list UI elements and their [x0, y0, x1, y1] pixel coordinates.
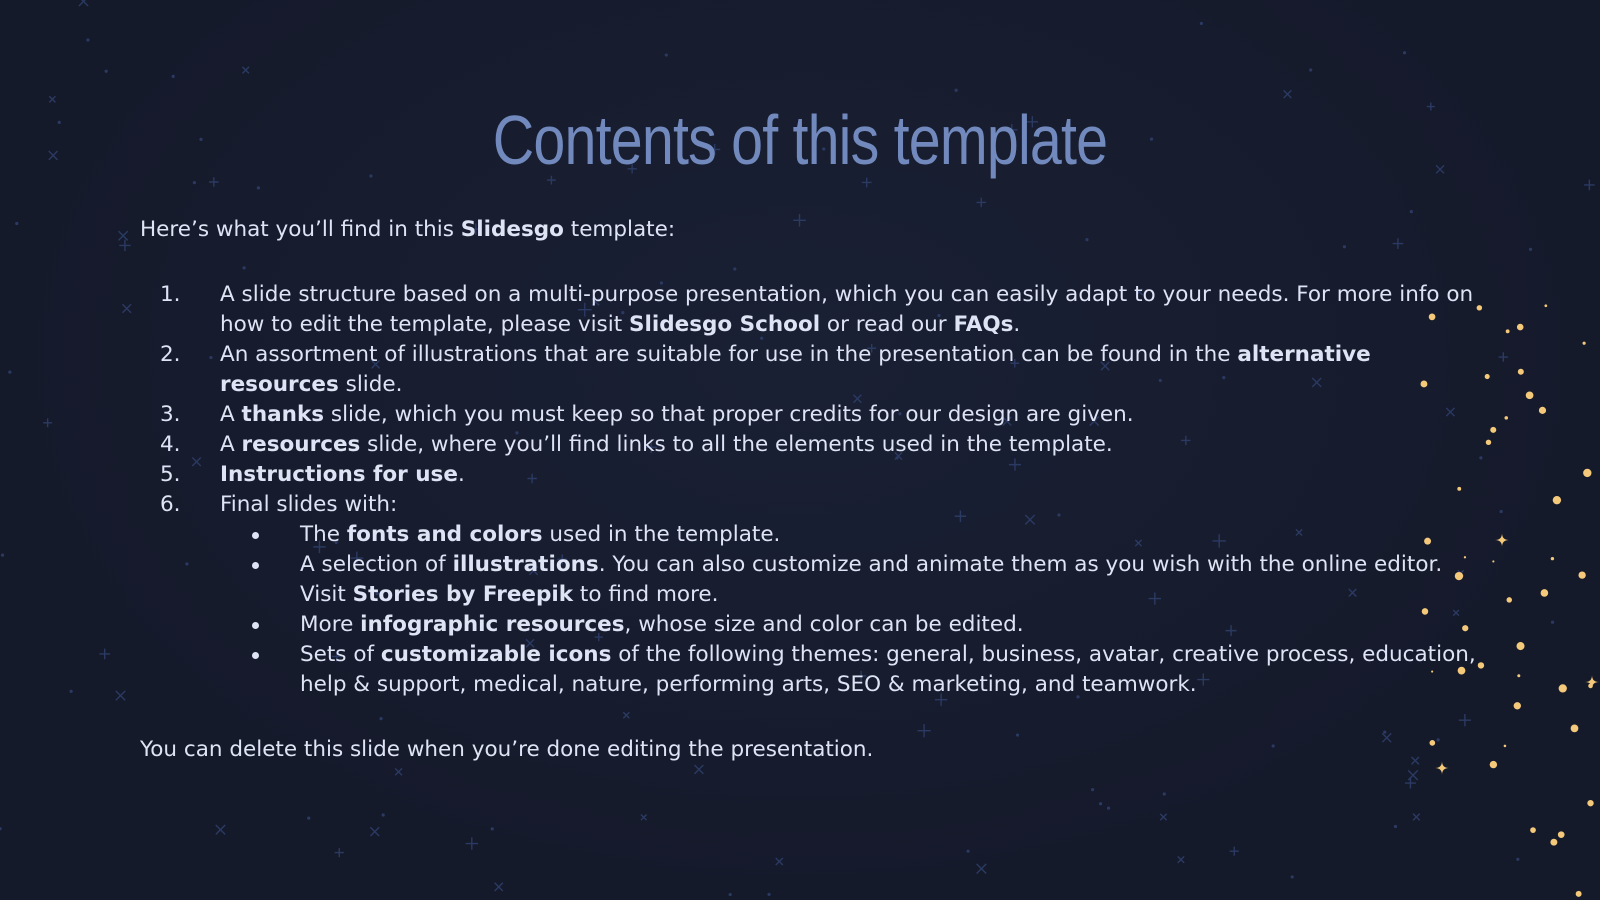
sub-list-item — [220, 610, 1480, 640]
bullet-icon — [252, 622, 259, 629]
star-cross — [1230, 847, 1239, 856]
gold-sparkle — [1541, 589, 1549, 597]
star-dot — [966, 850, 969, 853]
star-dot — [954, 89, 957, 92]
sub-list-item — [220, 640, 1480, 700]
star-cross — [466, 837, 478, 849]
bold-text: resources — [241, 432, 361, 457]
gold-star-icon — [1585, 675, 1599, 689]
star-dot — [86, 38, 89, 41]
gold-sparkle — [1578, 571, 1585, 578]
contents-list — [140, 280, 1480, 700]
star-dot — [307, 816, 310, 819]
content-body — [140, 215, 1480, 765]
star-dot — [0, 827, 2, 830]
star-dot — [1516, 858, 1519, 861]
gold-sparkle — [1551, 557, 1554, 560]
gold-sparkle — [1490, 427, 1496, 433]
list-number: 6. — [160, 492, 181, 517]
list-number: 5. — [160, 462, 181, 487]
intro-after: template: — [563, 217, 676, 242]
star-cross — [1405, 778, 1416, 789]
list-item — [140, 340, 1480, 400]
bold-text: illustrations — [452, 552, 599, 577]
outro-text: You can delete this slide when you’re done editing the presentation. — [140, 737, 874, 762]
gold-sparkle — [1490, 761, 1497, 768]
sub-list-item — [220, 520, 1480, 550]
gold-sparkle — [1550, 839, 1557, 846]
star-dot — [1, 554, 4, 557]
star-cross — [79, 0, 88, 6]
gold-sparkle — [1492, 560, 1494, 562]
star-dot — [729, 893, 732, 896]
sub-list — [220, 520, 1480, 700]
gold-sparkle — [1558, 831, 1565, 838]
star-dot — [1551, 621, 1554, 624]
text-run: Final slides with: — [220, 492, 398, 517]
list-item-text — [220, 402, 1134, 427]
star-cross — [43, 418, 52, 427]
bold-text: Stories by Freepik — [352, 582, 574, 607]
sub-list-item — [220, 550, 1480, 610]
gold-sparkle — [1504, 416, 1508, 420]
star-cross — [976, 198, 986, 208]
star-cross — [1499, 352, 1509, 362]
gold-sparkle — [1526, 391, 1534, 399]
bold-text: Slidesgo School — [629, 312, 821, 337]
star-dot — [1394, 825, 1397, 828]
star-cross — [119, 240, 130, 251]
text-run: . — [1013, 312, 1021, 337]
star-dot — [1099, 802, 1102, 805]
list-item-text — [220, 432, 1113, 457]
list-item-text — [220, 462, 465, 487]
star-dot — [1529, 248, 1532, 251]
list-item — [140, 280, 1480, 340]
intro-brand: Slidesgo — [460, 217, 564, 242]
bold-text: alternative resources — [220, 342, 1371, 397]
star-dot — [382, 813, 385, 816]
sub-list-item-text — [300, 612, 1024, 637]
star-cross — [49, 96, 55, 102]
gold-sparkle — [1516, 642, 1524, 650]
text-run: slide, which you must keep so that proper credits for our design are given. — [324, 402, 1134, 427]
text-run: used in the template. — [542, 522, 781, 547]
bold-text: thanks — [241, 402, 325, 427]
gold-sparkle — [1576, 891, 1582, 897]
text-run: . You can also customize and animate them as you wish with the online editor. Visit — [300, 552, 1443, 607]
gold-sparkle — [1583, 342, 1586, 345]
star-cross — [122, 304, 131, 313]
gold-sparkle — [1514, 702, 1521, 709]
list-item-text — [220, 342, 1371, 397]
text-run: slide. — [338, 372, 403, 397]
star-dot — [1091, 788, 1094, 791]
star-cross — [1413, 814, 1420, 821]
star-dot — [8, 371, 11, 374]
star-dot — [1309, 68, 1312, 71]
star-dot — [172, 75, 175, 78]
gold-sparkle — [1544, 304, 1547, 307]
star-cross — [49, 151, 58, 160]
star-dot — [257, 186, 260, 189]
text-run: to find more. — [573, 582, 719, 607]
gold-sparkle — [1506, 329, 1510, 333]
list-number: 1. — [160, 282, 181, 307]
star-dot — [1403, 51, 1406, 54]
list-item — [140, 460, 1480, 490]
star-dot — [665, 53, 668, 56]
gold-sparkle — [1583, 469, 1591, 477]
text-run: or read our — [820, 312, 954, 337]
star-dot — [1163, 792, 1166, 795]
star-cross — [1408, 770, 1418, 780]
star-dot — [105, 70, 108, 73]
star-cross — [1584, 180, 1595, 191]
star-dot — [69, 690, 72, 693]
star-cross — [335, 848, 344, 857]
text-run: slide, where you’ll find links to all the elements used in the template. — [360, 432, 1113, 457]
text-run: More — [300, 612, 361, 637]
gold-star-icon — [1495, 533, 1509, 547]
bold-text: customizable icons — [380, 642, 612, 667]
bullet-icon — [252, 652, 259, 659]
star-dot — [1500, 510, 1503, 513]
page-title: Contents of this template — [492, 101, 1108, 179]
gold-sparkle — [1530, 827, 1536, 833]
star-cross — [395, 768, 402, 775]
star-cross — [977, 864, 987, 874]
star-cross — [776, 858, 783, 865]
intro-text — [140, 215, 1480, 245]
bold-text: Instructions for use — [220, 462, 458, 487]
sub-list-item-text — [300, 552, 1442, 607]
gold-sparkle — [1559, 684, 1567, 692]
star-dot — [1410, 210, 1413, 213]
bold-text: FAQs — [953, 312, 1014, 337]
list-number: 4. — [160, 432, 181, 457]
gold-sparkle — [1517, 324, 1524, 331]
text-run: A — [220, 402, 242, 427]
star-dot — [1200, 22, 1203, 25]
star-cross — [1178, 856, 1184, 862]
star-cross — [370, 827, 379, 836]
gold-sparkle — [1517, 674, 1520, 677]
gold-sparkle — [1571, 725, 1579, 733]
star-dot — [767, 893, 770, 896]
text-run: The — [300, 522, 347, 547]
gold-sparkle — [1539, 407, 1546, 414]
star-cross — [116, 691, 125, 700]
text-run: of the following themes: general, business, avatar, creative process, education, help & support, medical, nature, performing arts, SEO & marketing, and teamwork. — [300, 642, 1476, 697]
gold-sparkle — [1485, 374, 1490, 379]
list-number: 2. — [160, 342, 181, 367]
text-run: . — [457, 462, 465, 487]
list-item-text — [220, 282, 1473, 337]
text-run: , whose size and color can be edited. — [624, 612, 1024, 637]
star-cross — [242, 67, 249, 74]
text-run: A selection of — [300, 552, 453, 577]
list-item — [140, 490, 1480, 700]
gold-sparkle — [1587, 800, 1593, 806]
star-cross — [118, 231, 127, 240]
star-cross — [99, 649, 110, 660]
star-cross — [1284, 90, 1292, 98]
star-cross — [694, 765, 703, 774]
bullet-icon — [252, 532, 259, 539]
intro-before: Here’s what you’ll find in this — [140, 217, 461, 242]
text-run: A — [220, 432, 242, 457]
text-run: A slide structure based on a multi-purpose presentation, which you can easily adapt to your needs. For more info on how to edit the template, please visit — [220, 282, 1474, 337]
star-dot — [1107, 806, 1110, 809]
bullet-icon — [252, 562, 259, 569]
gold-sparkle — [1553, 496, 1561, 504]
gold-sparkle — [1486, 440, 1491, 445]
gold-sparkle — [1507, 597, 1512, 602]
gold-sparkle — [1504, 745, 1507, 748]
bold-text: fonts and colors — [346, 522, 543, 547]
list-item — [140, 400, 1480, 430]
list-number: 3. — [160, 402, 181, 427]
sub-list-item-text — [300, 522, 780, 547]
star-dot — [491, 827, 494, 830]
sub-list-item-text — [300, 642, 1476, 697]
text-run: An assortment of illustrations that are suitable for use in the presentation can be found in the — [220, 342, 1238, 367]
star-dot — [193, 181, 196, 184]
bold-text: infographic resources — [360, 612, 625, 637]
text-run: Sets of — [300, 642, 381, 667]
star-dot — [15, 222, 18, 225]
star-cross — [641, 815, 647, 821]
list-item — [140, 430, 1480, 460]
star-cross — [1160, 814, 1166, 820]
star-cross — [495, 883, 503, 891]
list-item-text — [220, 492, 397, 517]
star-cross — [216, 825, 225, 834]
star-dot — [58, 121, 61, 124]
star-dot — [1291, 875, 1294, 878]
gold-sparkle — [1518, 369, 1524, 375]
